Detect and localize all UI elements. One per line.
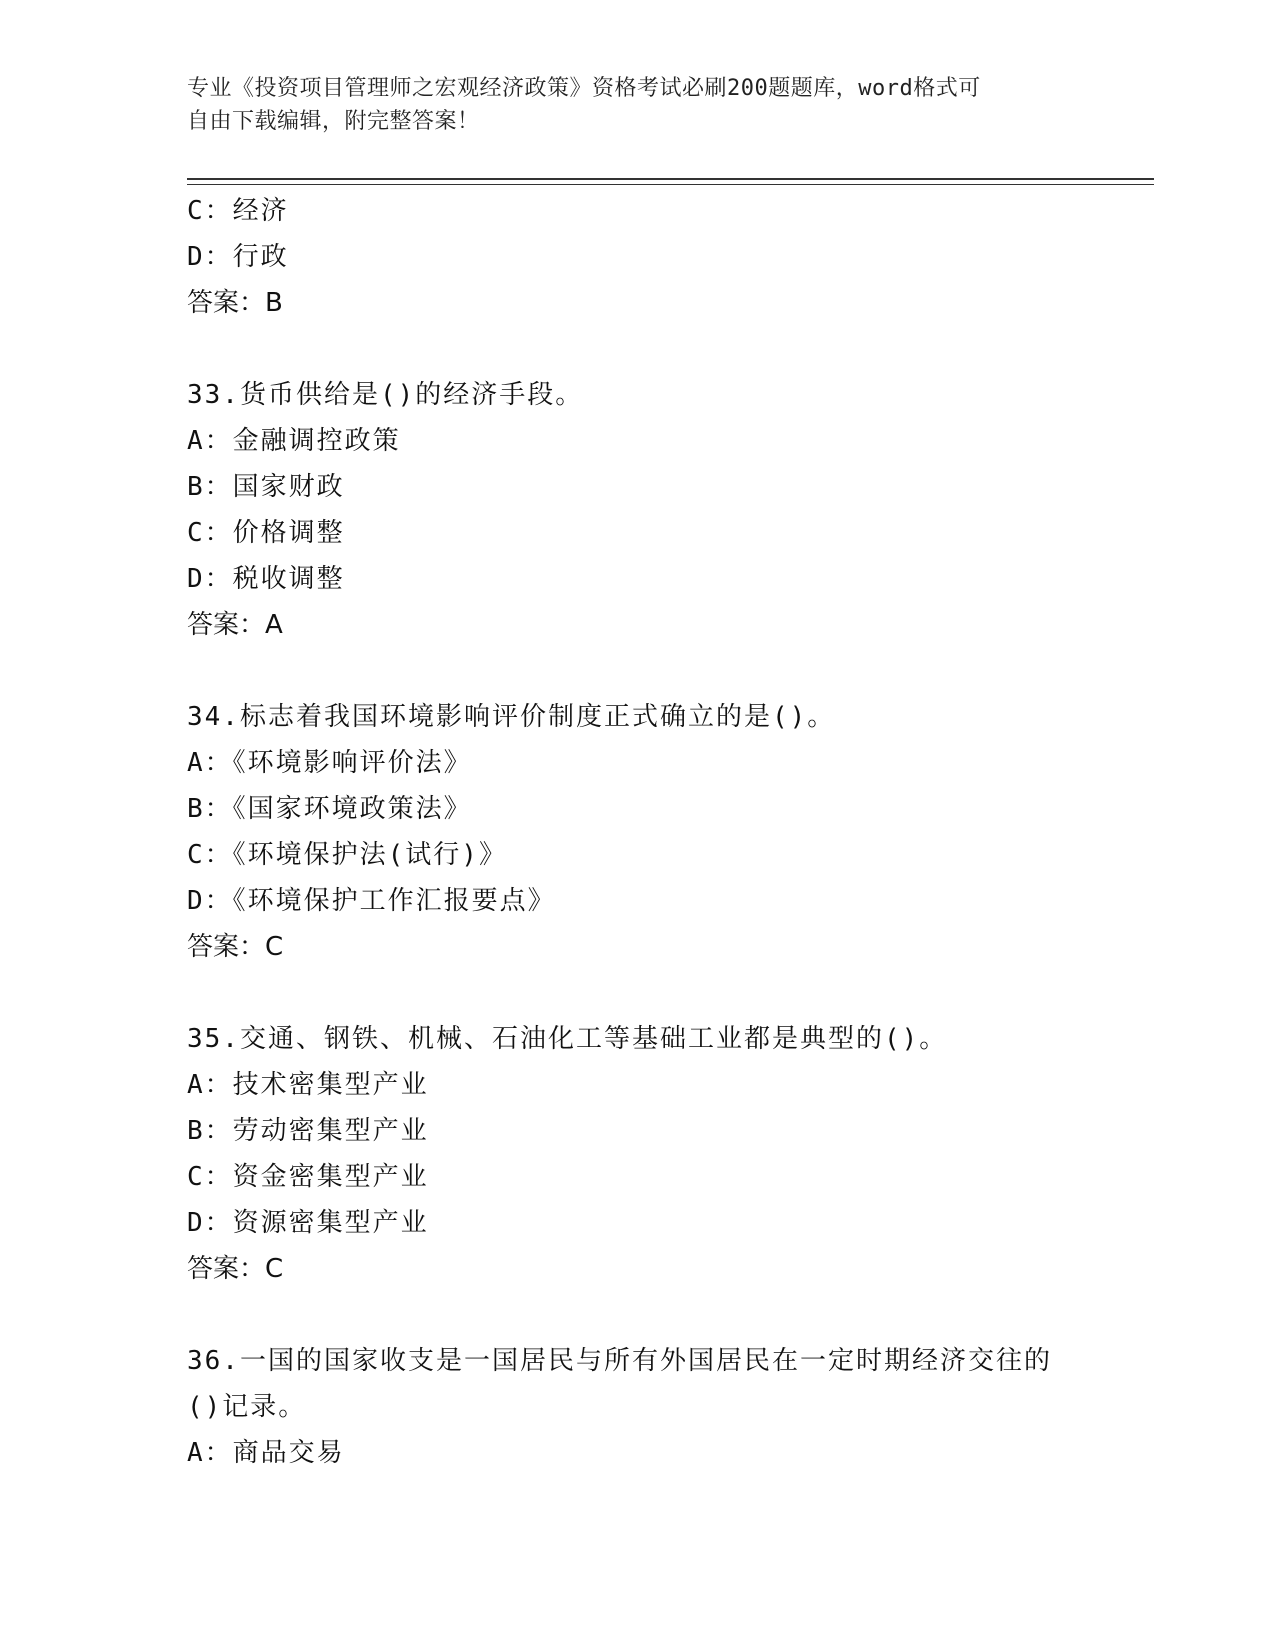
option-b: B：劳动密集型产业 xyxy=(187,1116,429,1146)
question-34 xyxy=(187,694,1087,970)
option-a: A：商品交易 xyxy=(187,1438,345,1468)
header-line-1: 专业《投资项目管理师之宏观经济政策》资格考试必刷200题题库，word格式可 xyxy=(187,76,981,101)
option-a: A：金融调控政策 xyxy=(187,426,401,456)
option-d: D：行政 xyxy=(187,242,289,272)
answer-line: 答案：A xyxy=(187,610,283,640)
spacer xyxy=(187,1292,1087,1338)
question-36 xyxy=(187,1338,1087,1476)
option-a: A：技术密集型产业 xyxy=(187,1070,429,1100)
option-d: D：《环境保护工作汇报要点》 xyxy=(187,886,556,916)
option-d: D：资源密集型产业 xyxy=(187,1208,429,1238)
spacer xyxy=(187,648,1087,694)
answer-line: 答案：B xyxy=(187,288,283,318)
question-list xyxy=(187,188,1087,1476)
option-b: B：国家财政 xyxy=(187,472,345,502)
header-divider-thin xyxy=(187,184,1154,185)
question-stem: 33.货币供给是()的经济手段。 xyxy=(187,380,584,410)
answer-line: 答案：C xyxy=(187,932,284,962)
question-stem-line-1: 36.一国的国家收支是一国居民与所有外国居民在一定时期经济交往的 xyxy=(187,1346,1052,1376)
option-c: C：资金密集型产业 xyxy=(187,1162,429,1192)
header-line-2: 自由下载编辑，附完整答案！ xyxy=(187,109,480,134)
question-stem: 35.交通、钢铁、机械、石油化工等基础工业都是典型的()。 xyxy=(187,1024,948,1054)
option-b: B：《国家环境政策法》 xyxy=(187,794,472,824)
header-divider-thick xyxy=(187,178,1154,180)
option-c: C：《环境保护法(试行)》 xyxy=(187,840,507,870)
option-c: C：价格调整 xyxy=(187,518,345,548)
document-header xyxy=(187,72,1067,138)
question-32-tail xyxy=(187,188,1087,326)
question-35 xyxy=(187,1016,1087,1292)
answer-line: 答案：C xyxy=(187,1254,284,1284)
question-stem-line-2: ()记录。 xyxy=(187,1392,307,1422)
spacer xyxy=(187,326,1087,372)
question-stem: 34.标志着我国环境影响评价制度正式确立的是()。 xyxy=(187,702,836,732)
spacer xyxy=(187,970,1087,1016)
question-33 xyxy=(187,372,1087,648)
option-a: A：《环境影响评价法》 xyxy=(187,748,472,778)
option-d: D：税收调整 xyxy=(187,564,345,594)
option-c: C：经济 xyxy=(187,196,289,226)
